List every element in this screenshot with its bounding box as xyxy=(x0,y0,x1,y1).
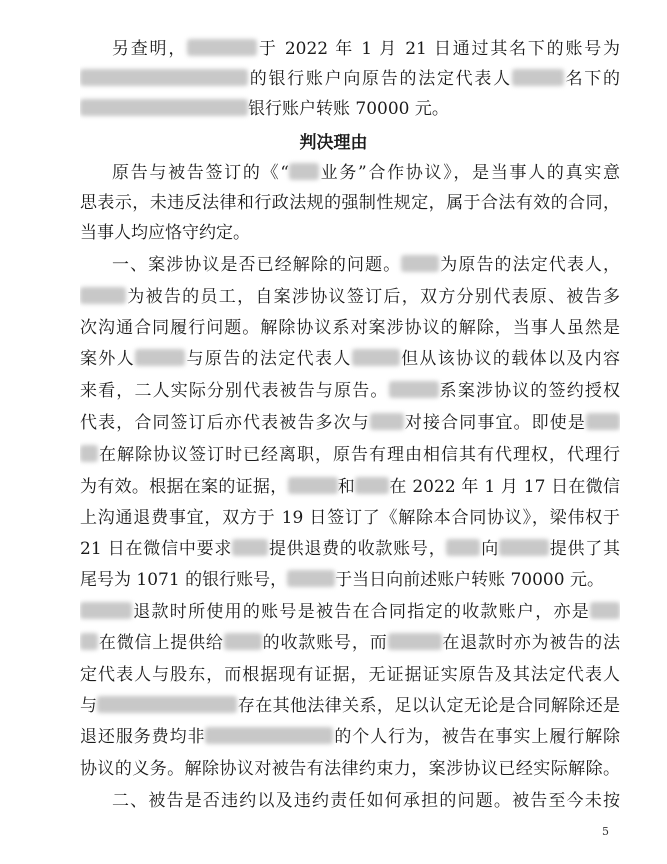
text-line: 为有效。根据在案的证据， 和 在 2022 年 1 月 17 日在微信 xyxy=(80,477,620,497)
text-line: 思表示，未违反法律和行政法规的强制性规定，属于合法有效的合同， xyxy=(80,193,620,213)
text-line: 代表，合同签订后亦代表被告多次与 对接合同事宜。即使是 xyxy=(80,408,620,438)
text-line: 银行账户转账 70000 元。 xyxy=(80,94,620,124)
redaction xyxy=(135,349,185,366)
text-line: 次沟通合同履行问题。解除协议系对案涉协议的解除，当事人虽然是 xyxy=(80,318,620,338)
text-line: 退款时所使用的账号是被告在合同指定的收款账户，亦是 xyxy=(80,597,620,627)
redaction xyxy=(80,445,98,462)
text-line: 在微信上提供给 的收款账号，而 在退款时亦为被告的法 xyxy=(80,628,620,658)
redaction xyxy=(80,69,248,86)
text-line: 与 存在其他法律关系，足以认定无论是合同解除还是 xyxy=(80,696,620,716)
redaction xyxy=(512,69,564,86)
text-line: 尾号为 1071 的银行账号， 于当日向前述账户转账 70000 元。 xyxy=(80,570,604,590)
text-line: 原告与被告签订的《“ 业务”合作协议》，是当事人的真实意 xyxy=(112,163,620,183)
text-line: 的银行账户向原告的法定代表人 名下的 xyxy=(80,64,620,94)
text-line: 来看，二人实际分别代表被告与原告。 系案涉协议的签约授权 xyxy=(80,381,620,401)
redaction xyxy=(388,633,442,650)
redaction xyxy=(590,602,620,619)
redaction xyxy=(97,696,237,713)
redaction xyxy=(224,633,262,650)
redaction xyxy=(446,539,480,556)
text-line: 案外人 与原告的法定代表人 但从该协议的载体以及内容 xyxy=(80,349,620,369)
redaction xyxy=(205,727,333,744)
redaction xyxy=(401,255,439,272)
text-line: 为被告的员工，自案涉协议签订后，双方分别代表原、被告多 xyxy=(80,282,620,312)
redaction xyxy=(80,602,132,619)
text-line: 在解除协议签订时已经离职，原告有理由相信其有代理权，代理行 xyxy=(80,440,620,470)
section-heading: 判决理由 xyxy=(299,133,368,153)
text-line: 一、案涉协议是否已经解除的问题。 为原告的法定代表人， xyxy=(112,255,620,275)
redaction xyxy=(288,477,338,494)
text-line: 上沟通退费事宜，双方于 19 日签订了《解除本合同协议》，梁伟权于 xyxy=(80,508,620,528)
text-line: 退还服务费均非 的个人行为，被告在事实上履行解除 xyxy=(80,727,620,747)
redaction xyxy=(586,413,620,430)
redaction xyxy=(499,539,549,556)
redaction xyxy=(287,570,335,587)
text-line: 二、被告是否违约以及违约责任如何承担的问题。被告至今未按 xyxy=(112,791,620,811)
text-line: 另查明， 于 2022 年 1 月 21 日通过其名下的账号为 xyxy=(112,39,620,59)
redaction xyxy=(352,349,400,366)
text-line: 当事人均应恪守约定。 xyxy=(80,223,250,243)
redaction xyxy=(80,633,98,650)
text-line: 21 日在微信中要求 提供退费的收款账号， 向 提供了其 xyxy=(80,539,620,559)
redaction xyxy=(370,413,404,430)
redaction xyxy=(187,39,257,56)
redaction xyxy=(80,287,126,304)
redaction xyxy=(355,477,389,494)
redaction xyxy=(232,539,268,556)
redaction xyxy=(289,163,319,180)
redaction xyxy=(80,99,248,116)
redaction xyxy=(389,381,439,398)
text-line: 定代表人与股东，而根据现有证据，无证据证实原告及其法定代表人 xyxy=(80,665,620,685)
text-line: 协议的义务。解除协议对被告有法律约束力，案涉协议已经实际解除。 xyxy=(80,759,620,779)
page-number: 5 xyxy=(602,825,609,838)
